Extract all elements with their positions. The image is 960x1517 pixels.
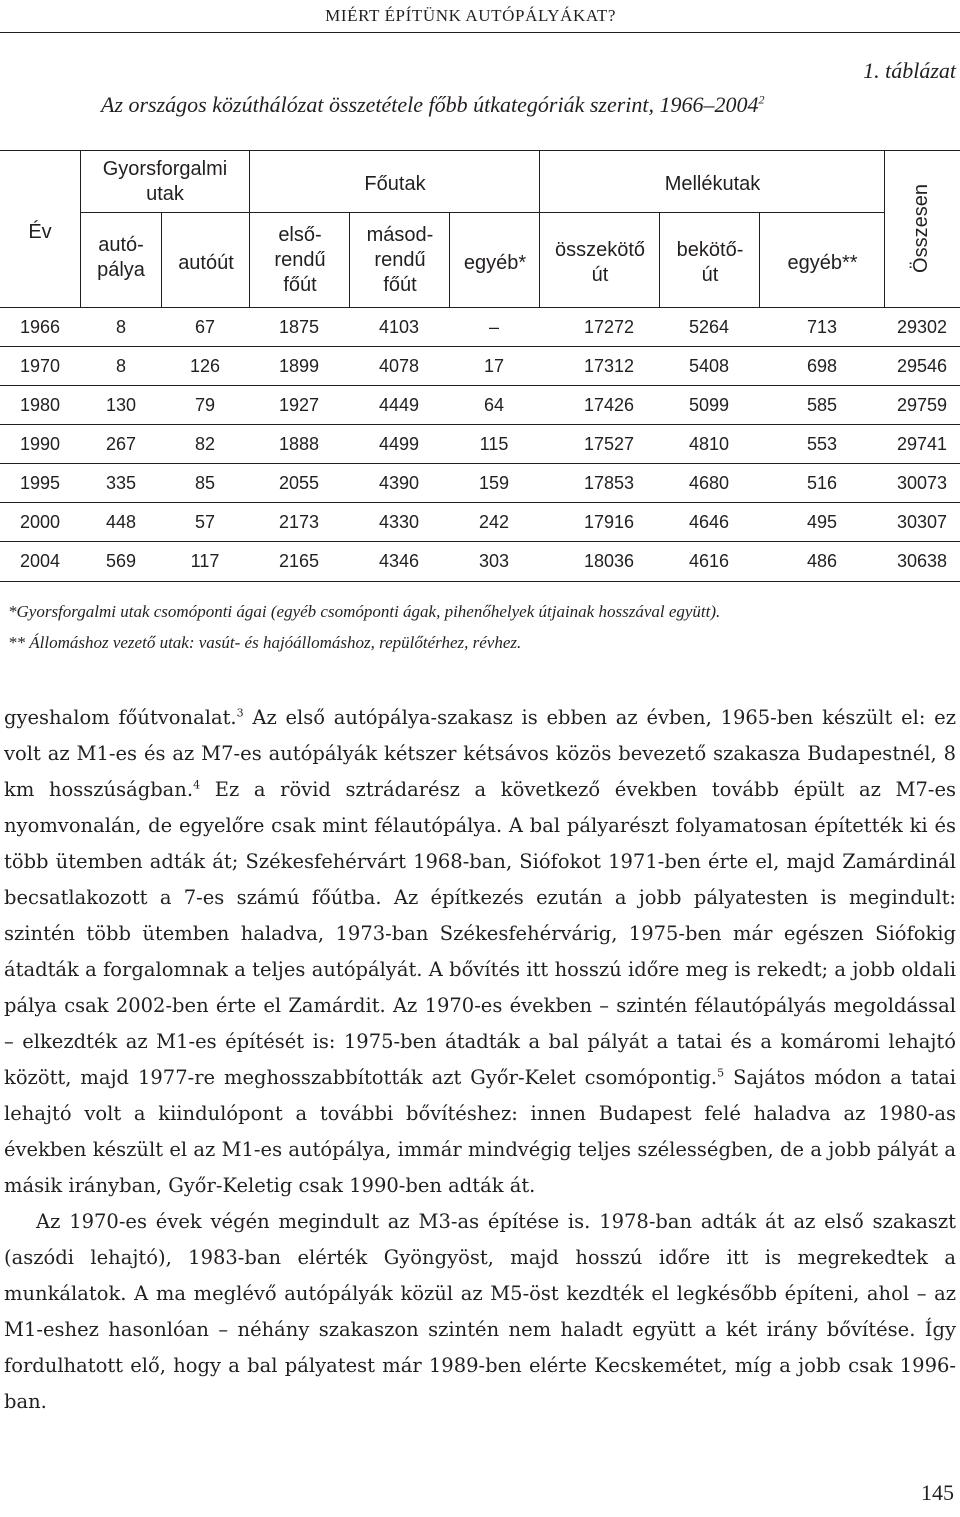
group-rule-foutak bbox=[250, 212, 539, 213]
cell-osszesen: 30073 bbox=[896, 473, 948, 493]
cell-bekoto: 5408 bbox=[688, 356, 730, 376]
cell-osszekoto: 17272 bbox=[583, 317, 635, 337]
table-row bbox=[0, 464, 960, 503]
table-title bbox=[101, 92, 765, 118]
p1-text-a: gyeshalom főútvonalat. bbox=[4, 706, 237, 729]
cell-autopalya: 130 bbox=[105, 395, 137, 415]
cell-masodrendu: 4330 bbox=[378, 512, 420, 532]
p1-text-c: Ez a rövid sztrádarész a következő években tovább épült az M7-es nyomvonalán, de egyelőre csak mint félautópálya. A bal pályarészt folyamatosan építették ki és több ütemben adták át; Székesfehérvárt 1968-ban, Siófokot 1971-ben érte el, majd Zamárdinál becsatlakozott a 7-es számú főútba. Az építkezés ezután a jobb pályatesten is megindult: szintén több ütemben haladva, 1973-ban Székesfehérvárig, 1975-ben már egészen Siófokig átadták a forgalomnak a teljes autópályát. A bővítés itt hosszú időre meg is rekedt; a jobb oldali pálya csak 2002-ben érte el Zamárdit. Az 1970-es években – szintén félautópályás megoldással – elkezdték az M1-es építését is: 1975-ben átadták a bal pályát a tatai és a komáromi lehajtó között, majd 1977-re meghosszabbították azt Győr-Kelet csomópontig. bbox=[4, 778, 956, 1089]
col-rule bbox=[249, 150, 250, 307]
col-rule bbox=[349, 212, 350, 307]
cell-osszesen: 29546 bbox=[896, 356, 948, 376]
cell-elsorendu: 1875 bbox=[278, 317, 320, 337]
cell-year: 2000 bbox=[19, 512, 61, 532]
cell-osszesen: 29759 bbox=[896, 395, 948, 415]
cell-osszesen: 29741 bbox=[896, 434, 948, 454]
cell-osszekoto: 18036 bbox=[583, 551, 635, 571]
paragraph-1 bbox=[4, 700, 956, 1204]
cell-egyeb-mellek: 713 bbox=[806, 317, 838, 337]
group-rule-gyors bbox=[81, 212, 249, 213]
cell-egyeb-mellek: 516 bbox=[806, 473, 838, 493]
table-top-rule bbox=[0, 150, 960, 151]
cell-masodrendu: 4390 bbox=[378, 473, 420, 493]
cell-elsorendu: 2055 bbox=[278, 473, 320, 493]
group-rule-mellek bbox=[540, 212, 884, 213]
table-row bbox=[0, 542, 960, 581]
cell-egyeb: 159 bbox=[478, 473, 510, 493]
cell-autout: 79 bbox=[194, 395, 216, 415]
table-row bbox=[0, 503, 960, 542]
cell-osszekoto: 17853 bbox=[583, 473, 635, 493]
cell-autout: 117 bbox=[190, 551, 220, 571]
cell-elsorendu: 2165 bbox=[278, 551, 320, 571]
col-rule bbox=[161, 212, 162, 307]
header-elsorendu: első-rendű főút bbox=[274, 223, 326, 296]
cell-osszekoto: 17426 bbox=[583, 395, 635, 415]
cell-egyeb-mellek: 698 bbox=[806, 356, 838, 376]
cell-elsorendu: 1888 bbox=[278, 434, 320, 454]
table-title-footnote-ref: 2 bbox=[758, 92, 765, 107]
cell-bekoto: 4646 bbox=[688, 512, 730, 532]
table-footnotes bbox=[8, 596, 720, 658]
cell-autout: 67 bbox=[194, 317, 216, 337]
cell-osszekoto: 17312 bbox=[583, 356, 635, 376]
cell-autopalya: 8 bbox=[115, 356, 126, 376]
table-row bbox=[0, 425, 960, 464]
header-autopalya: autó-pálya bbox=[97, 234, 145, 281]
header-osszekoto: összekötő út bbox=[554, 239, 646, 286]
p1-text-b: Az első autópálya-szakasz is ebben az évben, 1965-ben készült el: ez volt az M1-es és az M7-es autópályák kétszer kétsávos közös bevezető szakasza Budapestnél, 8 km hosszúságban. bbox=[4, 706, 956, 801]
cell-autout: 82 bbox=[194, 434, 216, 454]
table-row bbox=[0, 347, 960, 386]
running-head: MIÉRT ÉPÍTÜNK AUTÓPÁLYÁKAT? bbox=[325, 6, 616, 25]
cell-autopalya: 267 bbox=[105, 434, 137, 454]
cell-egyeb: 64 bbox=[483, 395, 505, 415]
cell-year: 1980 bbox=[19, 395, 61, 415]
cell-osszesen: 29302 bbox=[896, 317, 948, 337]
cell-egyeb-mellek: 553 bbox=[806, 434, 838, 454]
header-ev: Év bbox=[28, 220, 52, 243]
cell-bekoto: 4680 bbox=[688, 473, 730, 493]
cell-year: 1995 bbox=[19, 473, 61, 493]
cell-egyeb-mellek: 585 bbox=[806, 395, 838, 415]
table-title-text: Az országos közúthálózat összetétele főbb útkategóriák szerint, 1966–2004 bbox=[101, 92, 759, 117]
road-network-table bbox=[0, 150, 960, 585]
header-osszesen-label: Összesen bbox=[910, 184, 932, 273]
cell-egyeb: – bbox=[488, 317, 499, 337]
header-autout: autóút bbox=[178, 251, 234, 274]
cell-osszekoto: 17527 bbox=[583, 434, 635, 454]
cell-autopalya: 448 bbox=[105, 512, 137, 532]
paragraph-2: Az 1970-es évek végén megindult az M3-as építése is. 1978-ban adták át az első szakaszt (aszódi lehajtó), 1983-ban elérték Gyöngyöst, majd hosszú időre itt is megrekedtek a munkálatok. A ma meglévő autópályák közül az M5-öst kezdték el legkésőbb építeni, ahol – az M1-eshez hasonlóan – néhány szakaszon szintén nem haladt együtt a két irány bővítése. Így fordulhatott elő, hogy a bal pályatest már 1989-ben elérte Kecskemétet, míg a jobb csak 1996-ban. bbox=[4, 1210, 956, 1413]
p1-text-d: Sajátos módon a tatai lehajtó volt a kiindulópont a további bővítéshez: innen Budapest felé haladva az 1980-as években készült el az M1-es autópálya, immár mindvégig teljes szélességben, de a jobb pályát a másik irányban, Győr-Keletig csak 1990-ben adták át. bbox=[4, 1066, 956, 1197]
cell-bekoto: 5264 bbox=[688, 317, 730, 337]
cell-year: 1990 bbox=[19, 434, 61, 454]
table-row bbox=[0, 386, 960, 425]
cell-autout: 57 bbox=[194, 512, 216, 532]
cell-egyeb-mellek: 486 bbox=[806, 551, 838, 571]
table-label: 1. táblázat bbox=[863, 58, 956, 83]
header-masodrendu: másod-rendű főút bbox=[366, 223, 434, 296]
cell-autout: 126 bbox=[189, 356, 221, 376]
cell-masodrendu: 4499 bbox=[378, 434, 420, 454]
col-rule bbox=[80, 150, 81, 307]
cell-egyeb: 242 bbox=[478, 512, 510, 532]
cell-bekoto: 4810 bbox=[688, 434, 730, 454]
header-rule bbox=[0, 32, 960, 33]
body-text bbox=[4, 700, 956, 1420]
cell-bekoto: 4616 bbox=[688, 551, 730, 571]
page-number: 145 bbox=[921, 1480, 954, 1505]
cell-masodrendu: 4346 bbox=[378, 551, 420, 571]
cell-osszesen: 30307 bbox=[896, 512, 948, 532]
cell-elsorendu: 2173 bbox=[278, 512, 320, 532]
col-rule bbox=[539, 150, 540, 307]
cell-autopalya: 8 bbox=[115, 317, 126, 337]
cell-osszesen: 30638 bbox=[896, 551, 948, 571]
cell-masodrendu: 4078 bbox=[378, 356, 420, 376]
footnote-ref-4: 4 bbox=[193, 778, 201, 792]
cell-egyeb: 115 bbox=[479, 434, 509, 454]
cell-masodrendu: 4449 bbox=[378, 395, 420, 415]
table-row bbox=[0, 308, 960, 347]
header-egyeb: egyéb* bbox=[463, 251, 527, 274]
footnote-ref-5: 5 bbox=[717, 1066, 725, 1080]
footnote-ref-3: 3 bbox=[236, 706, 244, 720]
cell-autopalya: 569 bbox=[105, 551, 137, 571]
cell-masodrendu: 4103 bbox=[378, 317, 420, 337]
cell-elsorendu: 1927 bbox=[278, 395, 320, 415]
header-mellekutak: Mellékutak bbox=[664, 172, 761, 195]
cell-bekoto: 5099 bbox=[688, 395, 730, 415]
header-egyeb-mellek: egyéb** bbox=[787, 251, 858, 274]
cell-egyeb-mellek: 495 bbox=[806, 512, 838, 532]
col-rule bbox=[449, 212, 450, 307]
cell-elsorendu: 1899 bbox=[278, 356, 320, 376]
col-rule bbox=[659, 212, 660, 307]
header-foutak: Főutak bbox=[364, 172, 426, 195]
cell-autopalya: 335 bbox=[105, 473, 137, 493]
footnote-2: ** Állomáshoz vezető utak: vasút- és hajóállomáshoz, repülőtérhez, révhez. bbox=[8, 633, 522, 652]
cell-autout: 85 bbox=[194, 473, 216, 493]
cell-year: 2004 bbox=[19, 551, 61, 571]
header-gyorsforgalmi: Gyorsforgalmi utak bbox=[102, 158, 228, 205]
cell-egyeb: 303 bbox=[478, 551, 510, 571]
col-rule bbox=[759, 212, 760, 307]
header-osszesen bbox=[885, 152, 958, 305]
cell-year: 1966 bbox=[19, 317, 61, 337]
cell-egyeb: 17 bbox=[483, 356, 505, 376]
cell-osszekoto: 17916 bbox=[583, 512, 635, 532]
footnote-1: *Gyorsforgalmi utak csomóponti ágai (egyéb csomóponti ágak, pihenőhelyek útjainak hosszával együtt). bbox=[8, 602, 721, 621]
cell-year: 1970 bbox=[19, 356, 61, 376]
header-bekoto: bekötő-út bbox=[676, 239, 744, 286]
table-bottom-rule bbox=[0, 581, 960, 582]
